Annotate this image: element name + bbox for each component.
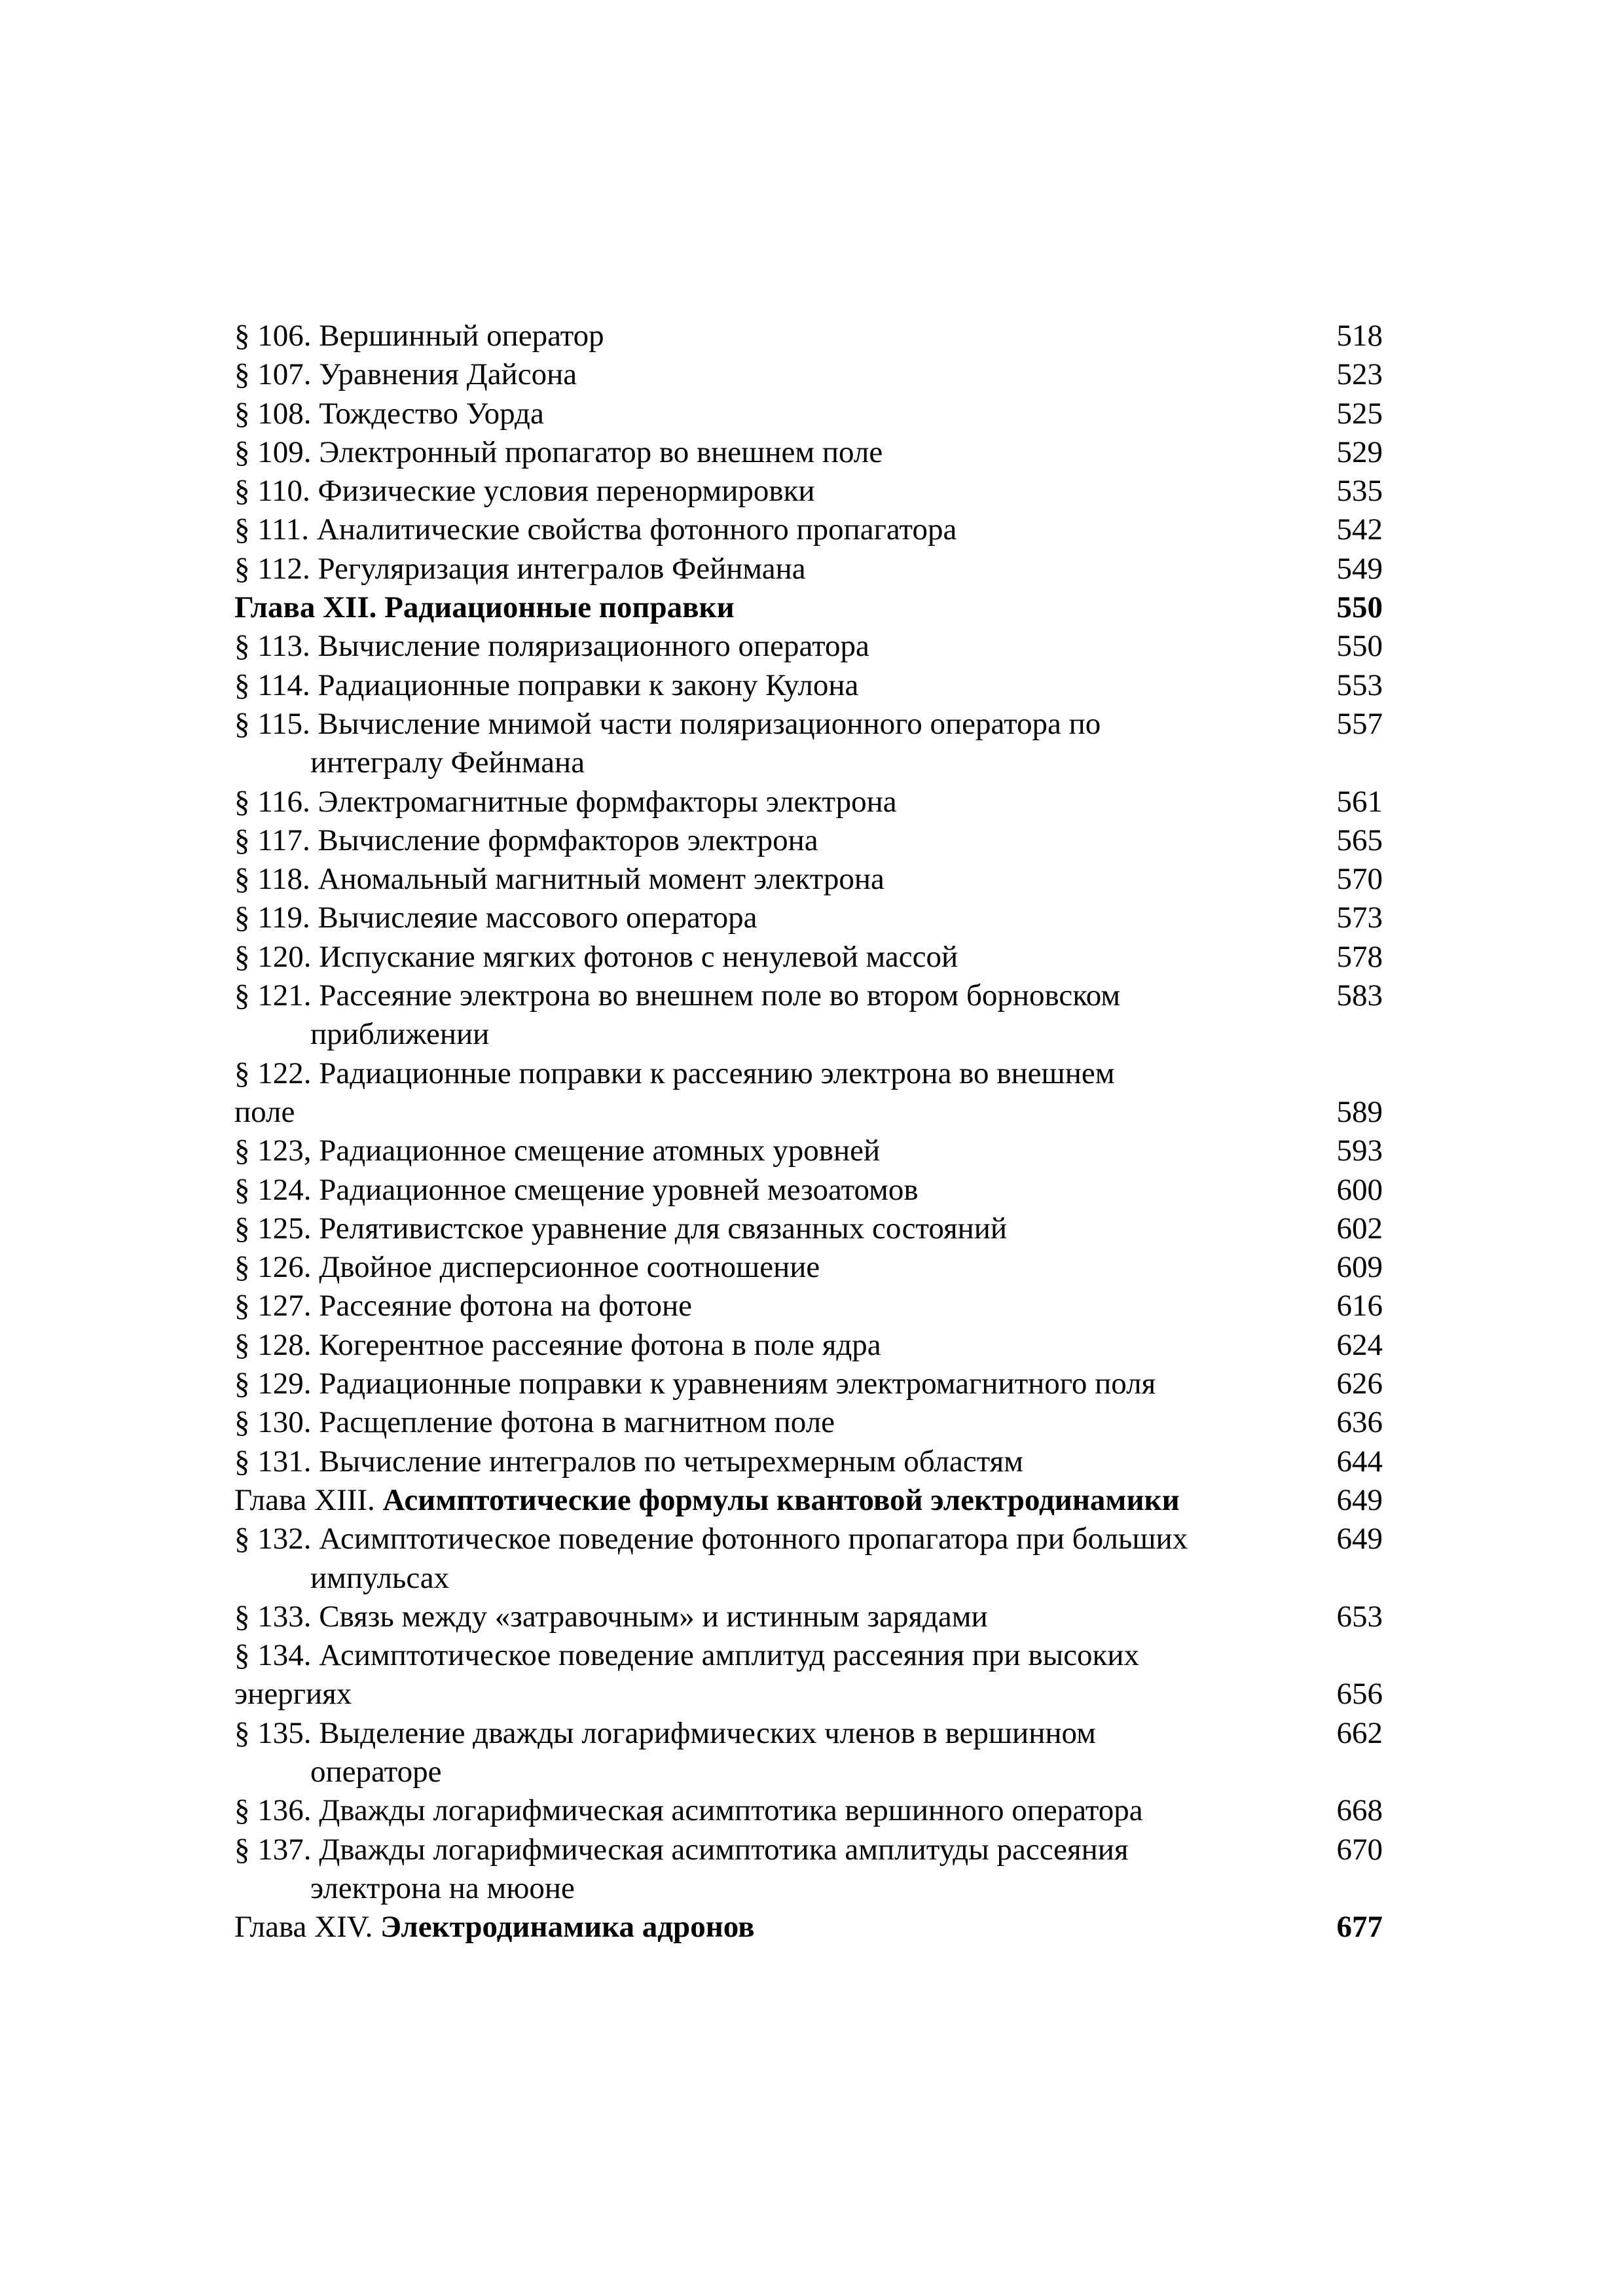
toc-entry[interactable] (234, 821, 1388, 860)
toc-chapter-name: Асимптотические формулы квантовой электродинамики (382, 1482, 1180, 1517)
toc-entry-title: § 125. Релятивистское уравнение для связанных состояний (234, 1211, 1008, 1246)
toc-entry[interactable] (234, 433, 1388, 472)
toc-entry-title: § 114. Радиационные поправки к закону Кулона (234, 668, 859, 702)
toc-entry[interactable] (234, 1791, 1388, 1830)
toc-entry-title: § 127. Рассеяние фотона на фотоне (234, 1289, 692, 1323)
toc-entry-page: 570 (1336, 862, 1383, 897)
toc-entry-title-continuation: импульсах (310, 1560, 450, 1595)
toc-entry-title: § 115. Вычисление мнимой части поляризационного оператора по (234, 706, 1101, 741)
toc-entry[interactable] (234, 1365, 1388, 1403)
toc-entry-page: 542 (1336, 512, 1383, 547)
toc-chapter-name: Электродинамика адронов (380, 1910, 755, 1945)
toc-entry-page: 668 (1336, 1793, 1383, 1828)
toc-entry[interactable] (234, 1132, 1388, 1170)
toc-entry-title: § 123, Радиационное смещение атомных уровней (234, 1134, 881, 1168)
toc-entry-page: 518 (1336, 319, 1383, 353)
toc-entry[interactable] (234, 860, 1388, 899)
toc-chapter-page: 649 (1336, 1482, 1383, 1517)
toc-entry-title: § 112. Регуляризация интегралов Фейнмана (234, 551, 806, 586)
toc-entry-page: 670 (1336, 1832, 1383, 1867)
toc-entry[interactable] (234, 899, 1388, 937)
toc-entry-page: 602 (1336, 1211, 1383, 1246)
toc-entry-title: § 119. Вычислеяие массового оператора (234, 901, 757, 935)
toc-entry[interactable] (234, 666, 1388, 705)
toc-chapter-title (234, 1908, 755, 1946)
toc-entry[interactable] (234, 1054, 1388, 1132)
toc-entry-title: § 134. Асимптотическое поведение амплитуд рассеяния при высоких (234, 1638, 1140, 1673)
toc-entry-page: 573 (1336, 901, 1383, 935)
toc-entry-page: 600 (1336, 1172, 1383, 1207)
toc-chapter-page: 677 (1336, 1910, 1383, 1945)
toc-entry-page: 578 (1336, 939, 1383, 974)
toc-entry-title: § 113. Вычисление поляризационного оператора (234, 629, 869, 664)
toc-entry-title: § 132. Асимптотическое поведение фотонного пропагатора при больших (234, 1522, 1188, 1556)
toc-entry-title: § 136. Дважды логарифмическая асимптотика вершинного оператора (234, 1793, 1143, 1828)
toc-entry[interactable] (234, 395, 1388, 433)
toc-entry-title: § 128. Когерентное рассеяние фотона в поле ядра (234, 1327, 881, 1362)
toc-entry-page: 583 (1336, 978, 1383, 1013)
toc-entry-title: § 126. Двойное дисперсионное соотношение (234, 1250, 820, 1285)
toc-entry-title: § 118. Аномальный магнитный момент электрона (234, 862, 884, 897)
toc-entry-title: § 129. Радиационные поправки к уравнениям электромагнитного поля (234, 1367, 1156, 1401)
toc-entry-page: 565 (1336, 823, 1383, 857)
toc-chapter-title (234, 1481, 1180, 1520)
toc-entry-page: 644 (1336, 1444, 1383, 1479)
toc-entry-title-continuation: приближении (310, 1017, 490, 1052)
toc-entry-page: 649 (1336, 1522, 1383, 1556)
toc-entry-title: § 116. Электромагнитные формфакторы электрона (234, 784, 897, 819)
toc-entry[interactable] (234, 1287, 1388, 1325)
toc-entry-title: § 107. Уравнения Дайсона (234, 357, 577, 392)
toc-chapter-page: 550 (1336, 590, 1383, 625)
toc-entry[interactable] (234, 1443, 1388, 1481)
toc-entry-title: § 135. Выделение дважды логарифмических членов в вершинном (234, 1715, 1096, 1750)
toc-entry-page: 626 (1336, 1367, 1383, 1401)
toc-entry-title-continuation: операторе (310, 1754, 442, 1789)
toc-entry-page: 561 (1336, 784, 1383, 819)
toc-entry[interactable] (234, 1171, 1388, 1210)
toc-entry-title: § 133. Связь между «затравочным» и истинным зарядами (234, 1599, 988, 1634)
toc-entry-title-continuation: электрона на мюоне (310, 1871, 575, 1905)
toc-entry[interactable] (234, 317, 1388, 355)
toc-entry[interactable] (234, 511, 1388, 549)
toc-entry-title-continuation: энергиях (234, 1677, 352, 1712)
toc-entry-title: § 109. Электронный пропагатор во внешнем поле (234, 435, 883, 469)
toc-chapter-heading[interactable] (234, 1481, 1388, 1520)
toc-chapter-title: Глава XII. Радиационные поправки (234, 590, 735, 625)
toc-entry-page: 557 (1336, 706, 1383, 741)
toc-entry-page: 609 (1336, 1250, 1383, 1285)
toc-entry-page: 523 (1336, 357, 1383, 392)
toc-entry[interactable] (234, 1714, 1388, 1792)
toc-entry-title: § 108. Тождество Уорда (234, 396, 544, 431)
toc-entry-page: 662 (1336, 1715, 1383, 1750)
toc-chapter-heading[interactable] (234, 588, 1388, 627)
toc-entry-page: 553 (1336, 668, 1383, 702)
toc-entry-title: § 111. Аналитические свойства фотонного пропагатора (234, 512, 957, 547)
toc-chapter-prefix: Глава XIV. (234, 1910, 373, 1945)
toc-entry-page: 549 (1336, 551, 1383, 586)
toc-entry[interactable] (234, 1326, 1388, 1365)
table-of-contents (234, 317, 1388, 1946)
toc-entry[interactable] (234, 938, 1388, 977)
toc-chapter-heading[interactable] (234, 1908, 1388, 1946)
toc-entry-title: § 110. Физические условия перенормировки (234, 474, 815, 509)
toc-entry-page: 589 (1336, 1094, 1383, 1129)
toc-entry-page: 525 (1336, 396, 1383, 431)
toc-entry-title: § 130. Расщепление фотона в магнитном поле (234, 1405, 835, 1440)
toc-entry[interactable] (234, 977, 1388, 1054)
toc-entry-page: 653 (1336, 1599, 1383, 1634)
toc-entry[interactable] (234, 1520, 1388, 1598)
toc-entry[interactable] (234, 627, 1388, 666)
toc-entry-title: § 106. Вершинный оператор (234, 319, 604, 353)
toc-entry[interactable] (234, 550, 1388, 588)
toc-entry-page: 616 (1336, 1289, 1383, 1323)
toc-entry[interactable] (234, 1636, 1388, 1714)
toc-entry-title-continuation: интегралу Фейнмана (310, 745, 585, 780)
toc-entry-page: 624 (1336, 1327, 1383, 1362)
toc-entry[interactable] (234, 783, 1388, 821)
toc-entry[interactable] (234, 1598, 1388, 1636)
toc-entry-page: 535 (1336, 474, 1383, 509)
toc-chapter-prefix: Глава XIII. (234, 1482, 375, 1517)
toc-entry-title: § 131. Вычисление интегралов по четырехмерным областям (234, 1444, 1023, 1479)
toc-entry[interactable] (234, 472, 1388, 511)
toc-entry[interactable] (234, 355, 1388, 394)
toc-entry[interactable] (234, 705, 1388, 783)
toc-entry-page: 656 (1336, 1677, 1383, 1712)
toc-entry-page: 593 (1336, 1134, 1383, 1168)
toc-entry-title: § 117. Вычисление формфакторов электрона (234, 823, 818, 857)
toc-entry-page: 529 (1336, 435, 1383, 469)
toc-entry-page: 636 (1336, 1405, 1383, 1440)
toc-entry[interactable] (234, 1831, 1388, 1909)
toc-entry[interactable] (234, 1210, 1388, 1248)
toc-entry[interactable] (234, 1248, 1388, 1287)
toc-entry-title: § 120. Испускание мягких фотонов с ненулевой массой (234, 939, 958, 974)
toc-entry-title: § 121. Рассеяние электрона во внешнем поле во втором борновском (234, 978, 1121, 1013)
toc-entry-title: § 137. Дважды логарифмическая асимптотика амплитуды рассеяния (234, 1832, 1129, 1867)
toc-entry-title: § 124. Радиационное смещение уровней мезоатомов (234, 1172, 919, 1207)
toc-entry[interactable] (234, 1403, 1388, 1442)
toc-entry-page: 550 (1336, 629, 1383, 664)
toc-entry-title: § 122. Радиационные поправки к рассеянию электрона во внешнем (234, 1056, 1115, 1090)
toc-entry-title-continuation: поле (234, 1094, 295, 1129)
